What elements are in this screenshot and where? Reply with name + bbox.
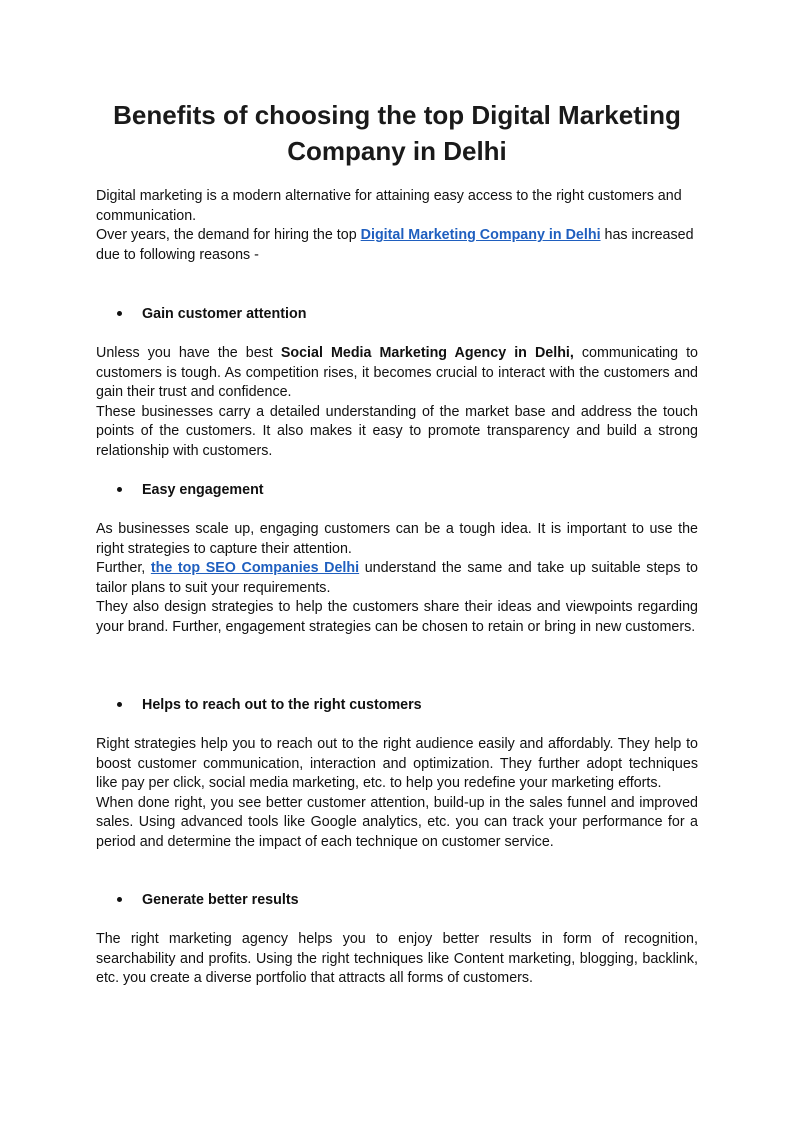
section4-body <box>96 930 698 989</box>
intro-paragraph-1: Digital marketing is a modern alternative for attaining easy access to the right customers and communication. <box>96 188 682 224</box>
section1-heading: Gain customer attention <box>142 306 307 322</box>
page-title: Benefits of choosing the top Digital Marketing Company in Delhi <box>113 100 681 166</box>
section-heading-better-results <box>117 891 677 911</box>
section2-paragraph-3: They also design strategies to help the customers share their ideas and viewpoints regarding your brand. Further, engagement strategies can be chosen to retain or bring in new customers. <box>96 599 698 635</box>
section3-body <box>96 735 698 853</box>
section2-paragraph-1: As businesses scale up, engaging customers can be a tough idea. It is important to use the right strategies to capture their attention. <box>96 521 698 557</box>
section4-heading: Generate better results <box>142 892 299 908</box>
section3-paragraph-2: When done right, you see better customer attention, build-up in the sales funnel and improved sales. Using advanced tools like Google analytics, etc. you can track your performance for a period and determine the impact of each technique on customer service. <box>96 794 698 850</box>
section-heading-gain-attention <box>117 305 677 325</box>
section3-heading: Helps to reach out to the right customers <box>142 697 422 713</box>
section1-body <box>96 344 698 462</box>
section2-heading: Easy engagement <box>142 482 264 498</box>
section4-paragraph-1: The right marketing agency helps you to enjoy better results in form of recognition, searchability and profits. Using the right techniques like Content marketing, blogging, backlink, etc. you create a diverse portfolio that attracts all forms of customers. <box>96 931 698 987</box>
intro-paragraph-2 <box>96 226 698 265</box>
section2-paragraph-2 <box>96 559 698 598</box>
section1-paragraph-1 <box>96 344 698 403</box>
bullet-dot-icon <box>117 311 122 316</box>
intro-text-after-link: has increased due to following reasons - <box>96 227 694 263</box>
section-heading-reach-customers <box>117 696 677 716</box>
seo-companies-link[interactable]: the top SEO Companies Delhi <box>150 560 360 577</box>
section2-text-before-link: Further, <box>96 560 151 577</box>
digital-marketing-company-link[interactable]: Digital Marketing Company in Delhi <box>360 227 601 244</box>
section1-text-before: Unless you have the best <box>96 345 281 361</box>
bullet-dot-icon <box>117 897 122 902</box>
intro-block <box>96 187 698 265</box>
section-heading-easy-engagement <box>117 481 677 501</box>
intro-text-before-link: Over years, the demand for hiring the top <box>96 227 361 244</box>
section1-bold-text: Social Media Marketing Agency in Delhi, <box>280 345 574 361</box>
section3-paragraph-1: Right strategies help you to reach out to the right audience easily and affordably. They help to boost customer communication, interaction and optimization. They further adopt techniques like pay per click, social media marketing, etc. to help you redefine your marketing efforts. <box>96 736 698 792</box>
bullet-dot-icon <box>117 487 122 492</box>
section2-text-after-link: understand the same and take up suitable steps to tailor plans to suit your requirements. <box>96 560 698 596</box>
section2-body <box>96 520 698 638</box>
section1-paragraph-2: These businesses carry a detailed understanding of the market base and address the touch points of the customers. It also makes it easy to promote transparency and build a strong relationship with customers. <box>96 403 698 459</box>
bullet-dot-icon <box>117 702 122 707</box>
section1-text-after: communicating to customers is tough. As competition rises, it becomes crucial to interact with the customers and gain their trust and confidence. <box>96 345 699 401</box>
